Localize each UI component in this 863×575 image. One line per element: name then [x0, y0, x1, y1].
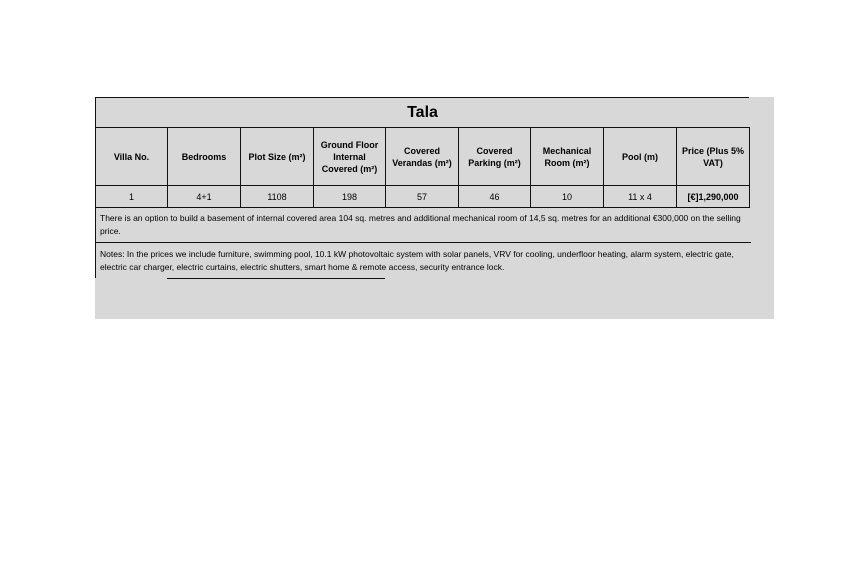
- cell-ground-floor-covered: 198: [314, 186, 386, 208]
- table-row: [96, 186, 750, 208]
- inclusions-note: Notes: In the prices we include furniture, swimming pool, 10.1 kW photovoltaic system with solar panels, VRV for cooling, underfloor heating, alarm system, electric gate, electric car charger, electric curtains, electric shutters, smart home & remote access, security entrance lock.: [95, 243, 751, 278]
- header-ground-floor-covered: Ground Floor Internal Covered (m²): [314, 128, 386, 186]
- cell-pool: 11 x 4: [604, 186, 677, 208]
- header-bedrooms: Bedrooms: [168, 128, 241, 186]
- divider-line: [167, 278, 385, 279]
- table-header-row: [96, 128, 750, 186]
- cell-plot-size: 1108: [241, 186, 314, 208]
- cell-covered-verandas: 57: [386, 186, 459, 208]
- header-covered-verandas: Covered Verandas (m²): [386, 128, 459, 186]
- development-title: Tala: [95, 97, 749, 128]
- header-covered-parking: Covered Parking (m²): [459, 128, 531, 186]
- header-pool: Pool (m): [604, 128, 677, 186]
- cell-mechanical-room: 10: [531, 186, 604, 208]
- cell-covered-parking: 46: [459, 186, 531, 208]
- villa-price-table: [95, 127, 750, 208]
- cell-bedrooms: 4+1: [168, 186, 241, 208]
- basement-option-note: There is an option to build a basement of internal covered area 104 sq. metres and additional mechanical room of 14,5 sq. metres for an additional €300,000 on the selling price.: [95, 208, 751, 243]
- header-mechanical-room: Mechanical Room (m²): [531, 128, 604, 186]
- cell-villa-no: 1: [96, 186, 168, 208]
- price-list-panel: [95, 97, 774, 319]
- header-plot-size: Plot Size (m²): [241, 128, 314, 186]
- header-price: Price (Plus 5% VAT): [677, 128, 750, 186]
- header-villa-no: Villa No.: [96, 128, 168, 186]
- cell-price: [€]1,290,000: [677, 186, 750, 208]
